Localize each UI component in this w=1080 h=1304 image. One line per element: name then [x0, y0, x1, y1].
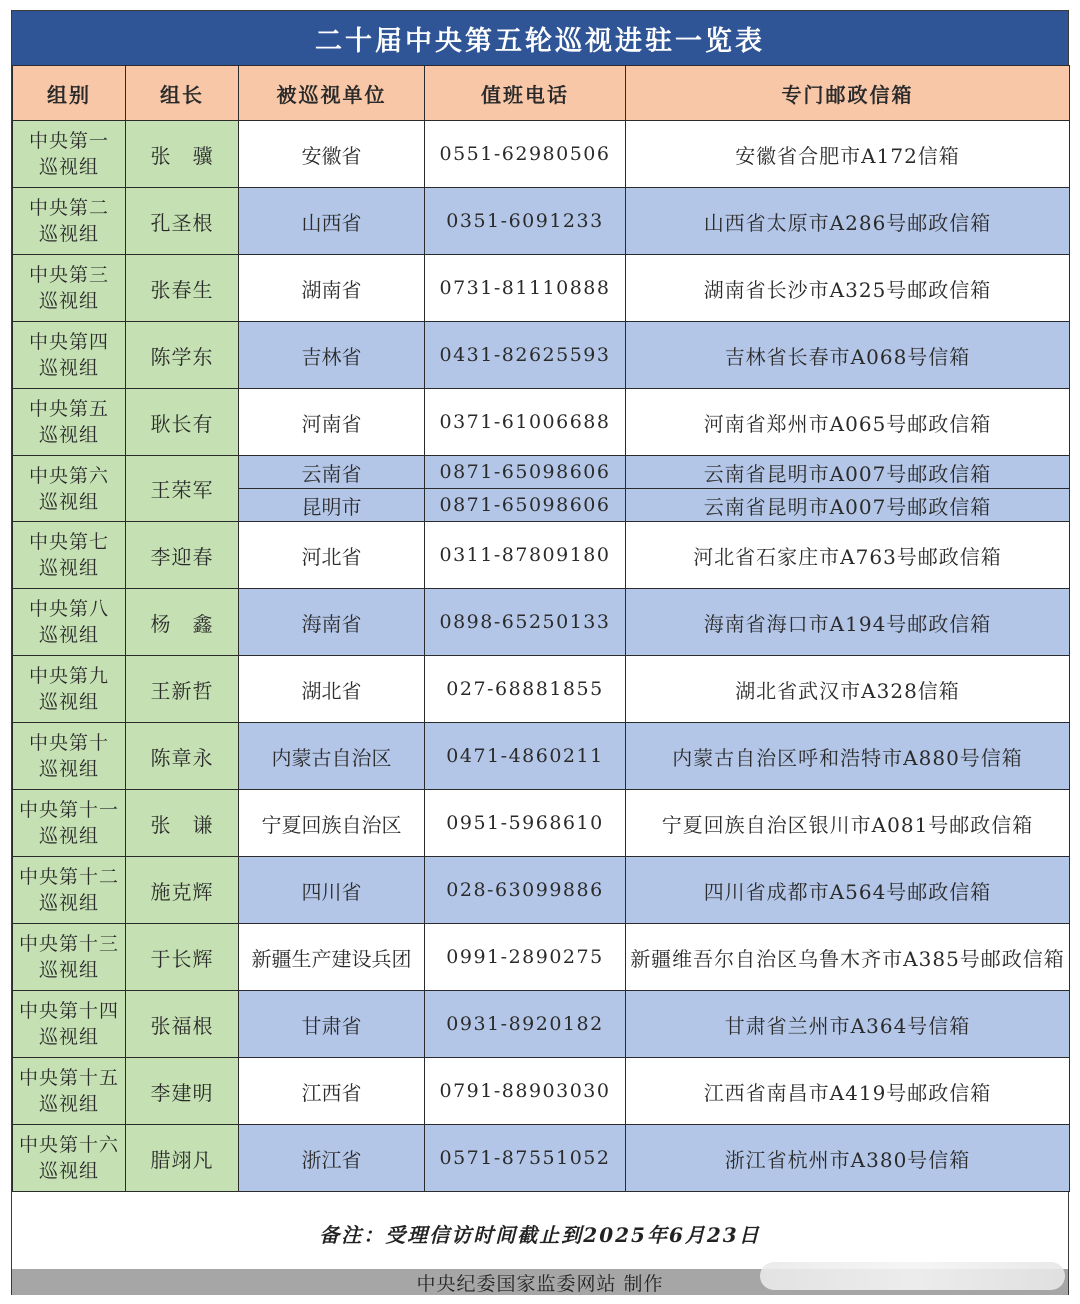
- cell-mailbox: 云南省昆明市A007号邮政信箱: [626, 456, 1070, 489]
- cell-mailbox: 云南省昆明市A007号邮政信箱: [626, 489, 1070, 522]
- cell-unit: 安徽省: [239, 121, 425, 188]
- table-row: [13, 121, 1070, 188]
- cell-unit: 海南省: [239, 589, 425, 656]
- cell-mailbox: 内蒙古自治区呼和浩特市A880号信箱: [626, 723, 1070, 790]
- cell-phone: 0371-61006688: [425, 389, 626, 456]
- footer-credit: 中央纪委国家监委网站 制作: [12, 1269, 1068, 1295]
- cell-group: [13, 656, 126, 723]
- cell-phone: 0951-5968610: [425, 790, 626, 857]
- table-row: [13, 790, 1070, 857]
- cell-leader: 张福根: [126, 991, 239, 1058]
- header-leader: 组长: [126, 66, 239, 121]
- watermark-logo: [760, 1262, 1065, 1290]
- group-name: 中央第四 巡视组: [28, 331, 109, 379]
- cell-phone: 0351-6091233: [425, 188, 626, 255]
- cell-leader: 王新哲: [126, 656, 239, 723]
- table-row: [13, 723, 1070, 790]
- cell-mailbox: 宁夏回族自治区银川市A081号邮政信箱: [626, 790, 1070, 857]
- cell-group: [13, 924, 126, 991]
- cell-unit: 昆明市: [239, 489, 425, 522]
- cell-leader: 陈章永: [126, 723, 239, 790]
- cell-mailbox: 安徽省合肥市A172信箱: [626, 121, 1070, 188]
- group-name: 中央第五 巡视组: [28, 398, 109, 446]
- table-row: [13, 188, 1070, 255]
- cell-phone: 0898-65250133: [425, 589, 626, 656]
- cell-phone: 0311-87809180: [425, 522, 626, 589]
- cell-group: [13, 857, 126, 924]
- group-name: 中央第十 巡视组: [28, 732, 109, 780]
- cell-unit: 甘肃省: [239, 991, 425, 1058]
- group-name: 中央第六 巡视组: [28, 464, 109, 513]
- group-name: 中央第八 巡视组: [28, 598, 109, 646]
- cell-group: [13, 322, 126, 389]
- cell-mailbox: 新疆维吾尔自治区乌鲁木齐市A385号邮政信箱: [626, 924, 1070, 991]
- cell-group: [13, 723, 126, 790]
- group-name: 中央第十三 巡视组: [18, 933, 119, 981]
- cell-unit: 河北省: [239, 522, 425, 589]
- table-row: [13, 389, 1070, 456]
- table-row: [13, 522, 1070, 589]
- cell-mailbox: 浙江省杭州市A380号信箱: [626, 1125, 1070, 1192]
- cell-leader: 孔圣根: [126, 188, 239, 255]
- table-row: [13, 991, 1070, 1058]
- header-phone: 值班电话: [425, 66, 626, 121]
- cell-unit: 新疆生产建设兵团: [239, 924, 425, 991]
- cell-phone: 027-68881855: [425, 656, 626, 723]
- cell-phone: 0871-65098606: [425, 456, 626, 489]
- cell-leader: 陈学东: [126, 322, 239, 389]
- cell-unit: 江西省: [239, 1058, 425, 1125]
- table-row: [13, 857, 1070, 924]
- cell-phone: 0931-8920182: [425, 991, 626, 1058]
- cell-group: [13, 522, 126, 589]
- cell-leader: 王荣军: [126, 456, 239, 522]
- group-name: 中央第十二 巡视组: [18, 866, 119, 914]
- table-sheet: [11, 10, 1069, 1295]
- header-row: [13, 66, 1070, 121]
- cell-group: [13, 121, 126, 188]
- cell-group: [13, 589, 126, 656]
- header-mailbox: 专门邮政信箱: [626, 66, 1070, 121]
- cell-unit: 内蒙古自治区: [239, 723, 425, 790]
- cell-group: [13, 188, 126, 255]
- cell-mailbox: 江西省南昌市A419号邮政信箱: [626, 1058, 1070, 1125]
- cell-phone: 0991-2890275: [425, 924, 626, 991]
- cell-group: [13, 389, 126, 456]
- cell-mailbox: 吉林省长春市A068号信箱: [626, 322, 1070, 389]
- cell-group: [13, 1058, 126, 1125]
- cell-unit: 山西省: [239, 188, 425, 255]
- page-title: 二十届中央第五轮巡视进驻一览表: [12, 11, 1068, 65]
- cell-group: [13, 255, 126, 322]
- cell-leader: 张春生: [126, 255, 239, 322]
- cell-unit: 河南省: [239, 389, 425, 456]
- cell-phone: 0731-81110888: [425, 255, 626, 322]
- cell-phone: 0551-62980506: [425, 121, 626, 188]
- cell-mailbox: 河南省郑州市A065号邮政信箱: [626, 389, 1070, 456]
- cell-mailbox: 甘肃省兰州市A364号信箱: [626, 991, 1070, 1058]
- table-row: [13, 1125, 1070, 1192]
- cell-mailbox: 湖南省长沙市A325号邮政信箱: [626, 255, 1070, 322]
- cell-leader: 耿长有: [126, 389, 239, 456]
- cell-unit: 四川省: [239, 857, 425, 924]
- cell-unit: 云南省: [239, 456, 425, 489]
- cell-mailbox: 湖北省武汉市A328信箱: [626, 656, 1070, 723]
- cell-leader: 张 骥: [126, 121, 239, 188]
- patrol-table: [12, 65, 1070, 1192]
- cell-leader: 于长辉: [126, 924, 239, 991]
- cell-phone: 028-63099886: [425, 857, 626, 924]
- cell-phone: 0571-87551052: [425, 1125, 626, 1192]
- group-name: 中央第一 巡视组: [28, 130, 109, 178]
- table-row: [13, 589, 1070, 656]
- group-name: 中央第十六 巡视组: [18, 1134, 119, 1182]
- group-name: 中央第十一 巡视组: [18, 799, 119, 847]
- group-name: 中央第三 巡视组: [28, 264, 109, 312]
- cell-unit: 宁夏回族自治区: [239, 790, 425, 857]
- table-row: [13, 1058, 1070, 1125]
- cell-mailbox: 海南省海口市A194号邮政信箱: [626, 589, 1070, 656]
- table-row: [13, 656, 1070, 723]
- cell-mailbox: 河北省石家庄市A763号邮政信箱: [626, 522, 1070, 589]
- group-name: 中央第九 巡视组: [28, 665, 109, 713]
- cell-mailbox: 四川省成都市A564号邮政信箱: [626, 857, 1070, 924]
- cell-unit: 湖北省: [239, 656, 425, 723]
- cell-phone: 0431-82625593: [425, 322, 626, 389]
- cell-mailbox: 山西省太原市A286号邮政信箱: [626, 188, 1070, 255]
- cell-group: [13, 790, 126, 857]
- header-group: 组别: [13, 66, 126, 121]
- cell-unit: 湖南省: [239, 255, 425, 322]
- cell-leader: 杨 鑫: [126, 589, 239, 656]
- cell-unit: 浙江省: [239, 1125, 425, 1192]
- note-text: 备注：受理信访时间截止到2025年6月23日: [319, 1222, 761, 1247]
- cell-leader: 施克辉: [126, 857, 239, 924]
- cell-group: [13, 1125, 126, 1192]
- cell-leader: 李建明: [126, 1058, 239, 1125]
- cell-unit: 吉林省: [239, 322, 425, 389]
- table-row: [13, 255, 1070, 322]
- group-name: 中央第七 巡视组: [28, 531, 109, 579]
- cell-leader: 腊翊凡: [126, 1125, 239, 1192]
- group-name: 中央第十四 巡视组: [18, 1000, 119, 1048]
- cell-phone: 0871-65098606: [425, 489, 626, 522]
- cell-phone: 0791-88903030: [425, 1058, 626, 1125]
- cell-group: [13, 991, 126, 1058]
- table-row: [13, 456, 1070, 489]
- table-row: [13, 924, 1070, 991]
- cell-phone: 0471-4860211: [425, 723, 626, 790]
- group-name: 中央第二 巡视组: [28, 197, 109, 245]
- cell-leader: 张 谦: [126, 790, 239, 857]
- table-body: [13, 121, 1070, 1192]
- group-name: 中央第十五 巡视组: [18, 1067, 119, 1115]
- header-unit: 被巡视单位: [239, 66, 425, 121]
- table-row: [13, 322, 1070, 389]
- cell-leader: 李迎春: [126, 522, 239, 589]
- cell-group: [13, 456, 126, 522]
